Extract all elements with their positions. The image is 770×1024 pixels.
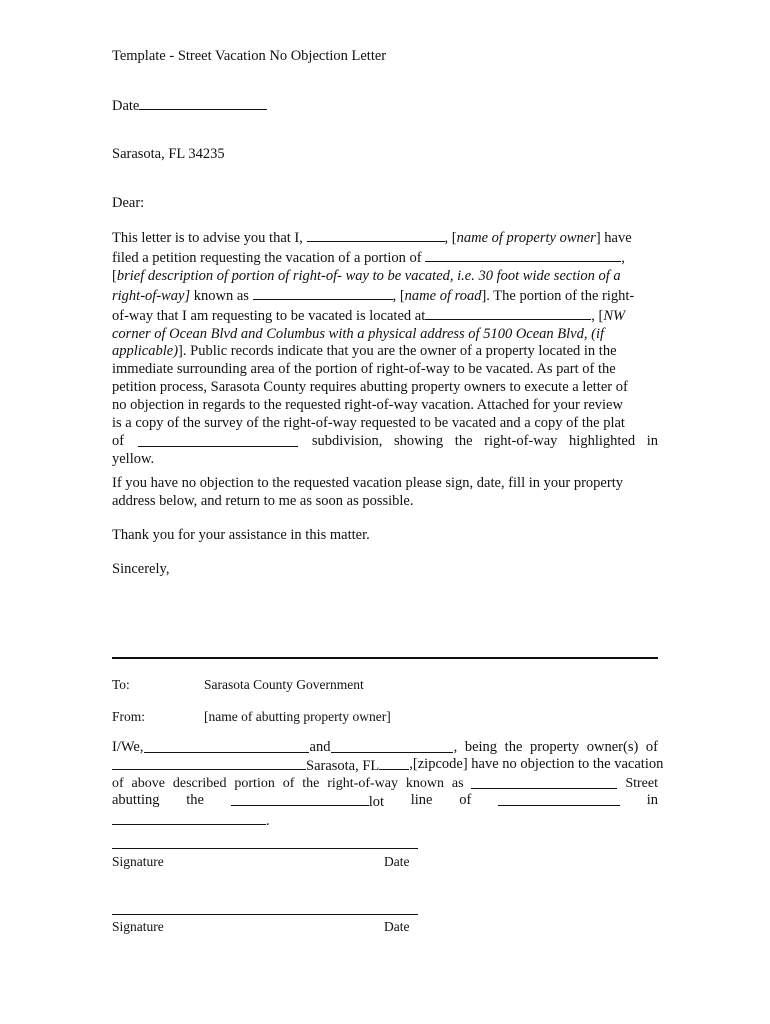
lot-blank[interactable] xyxy=(231,792,369,806)
known-as-blank[interactable] xyxy=(253,286,393,300)
p1-line-3: [brief description of portion of right-of- way to be vacated, i.e. 30 foot wide section of a xyxy=(112,267,621,284)
city-line: Sarasota, FL 34235 xyxy=(112,146,225,162)
form-row-2: Sarasota, FL ,[zipcode] have no objection to the vacation xyxy=(112,756,658,775)
in-blank[interactable] xyxy=(112,811,266,825)
from-value: [name of abutting property owner] xyxy=(204,709,391,724)
to-label: To: xyxy=(112,677,130,692)
form-row-3: of above described portion of the right-of-way known as Street xyxy=(112,776,658,791)
p1-line-4: right-of-way] known as , [name of road]. The portion of the right- xyxy=(112,287,635,304)
lot-of-blank[interactable] xyxy=(498,792,620,806)
paragraph-petition xyxy=(112,228,658,469)
signature-label-1: Signature xyxy=(112,854,164,869)
date-label-1: Date xyxy=(384,854,410,869)
p1-line-5: of-way that I am requesting to be vacated is located at , [NW xyxy=(112,307,626,324)
address-blank[interactable] xyxy=(112,756,306,770)
p1-line-2: filed a petition requesting the vacation of a portion of , xyxy=(112,249,625,266)
form-row-4: abutting the lot line of in xyxy=(112,792,658,810)
zip-blank[interactable] xyxy=(379,756,409,770)
thank-you-line: Thank you for your assistance in this matter. xyxy=(112,527,370,543)
location-blank[interactable] xyxy=(425,306,591,320)
p1-line-8: immediate surrounding area of the portion of right-of-way to be vacated. As part of the xyxy=(112,361,616,378)
closing: Sincerely, xyxy=(112,561,170,577)
p1-line-7: applicable)]. Public records indicate that you are the owner of a property located in the xyxy=(112,343,617,360)
portion-blank[interactable] xyxy=(425,248,621,262)
owner1-blank[interactable] xyxy=(144,739,309,753)
form-paragraph xyxy=(112,739,664,830)
owner-name-blank[interactable] xyxy=(307,228,445,242)
date-line xyxy=(112,96,267,115)
form-row-1: I/We, and , being the property owner(s) of xyxy=(112,739,658,755)
paragraph-instructions xyxy=(112,475,658,511)
date-label: Date xyxy=(112,98,140,114)
from-label: From: xyxy=(112,709,146,724)
p1-line-10: no objection in regards to the requested right-of-way vacation. Attached for your review xyxy=(112,397,623,414)
p2-line-2: address below, and return to me as soon as possible. xyxy=(112,492,414,509)
owner2-blank[interactable] xyxy=(331,739,453,753)
p2-line-1: If you have no objection to the requested vacation please sign, date, fill in your property xyxy=(112,475,623,491)
section-divider xyxy=(112,657,658,659)
document-title: Template - Street Vacation No Objection Letter xyxy=(112,48,387,64)
form-row-5: . xyxy=(112,811,658,830)
salutation: Dear: xyxy=(112,195,145,211)
date-blank[interactable] xyxy=(139,96,267,110)
signature-line-1[interactable] xyxy=(112,848,418,849)
p1-line-6: corner of Ocean Blvd and Columbus with a physical address of 5100 Ocean Blvd, (if xyxy=(112,325,604,342)
street-name-blank[interactable] xyxy=(471,775,617,789)
signature-label-2: Signature xyxy=(112,919,164,934)
p1-line-13: yellow. xyxy=(112,450,155,467)
to-value: Sarasota County Government xyxy=(204,677,364,692)
p1-line-12: of subdivision, showing the right-of-way highlighted in xyxy=(112,432,658,449)
date-label-2: Date xyxy=(384,919,410,934)
p1-line-1: This letter is to advise you that I, , [name of property owner] have xyxy=(112,230,632,246)
p1-line-9: petition process, Sarasota County requires abutting property owners to execute a letter of xyxy=(112,379,628,396)
p1-line-11: is a copy of the survey of the right-of-way requested to be vacated and a copy of the plat xyxy=(112,415,625,432)
subdivision-blank[interactable] xyxy=(138,433,298,447)
signature-line-2[interactable] xyxy=(112,914,418,915)
